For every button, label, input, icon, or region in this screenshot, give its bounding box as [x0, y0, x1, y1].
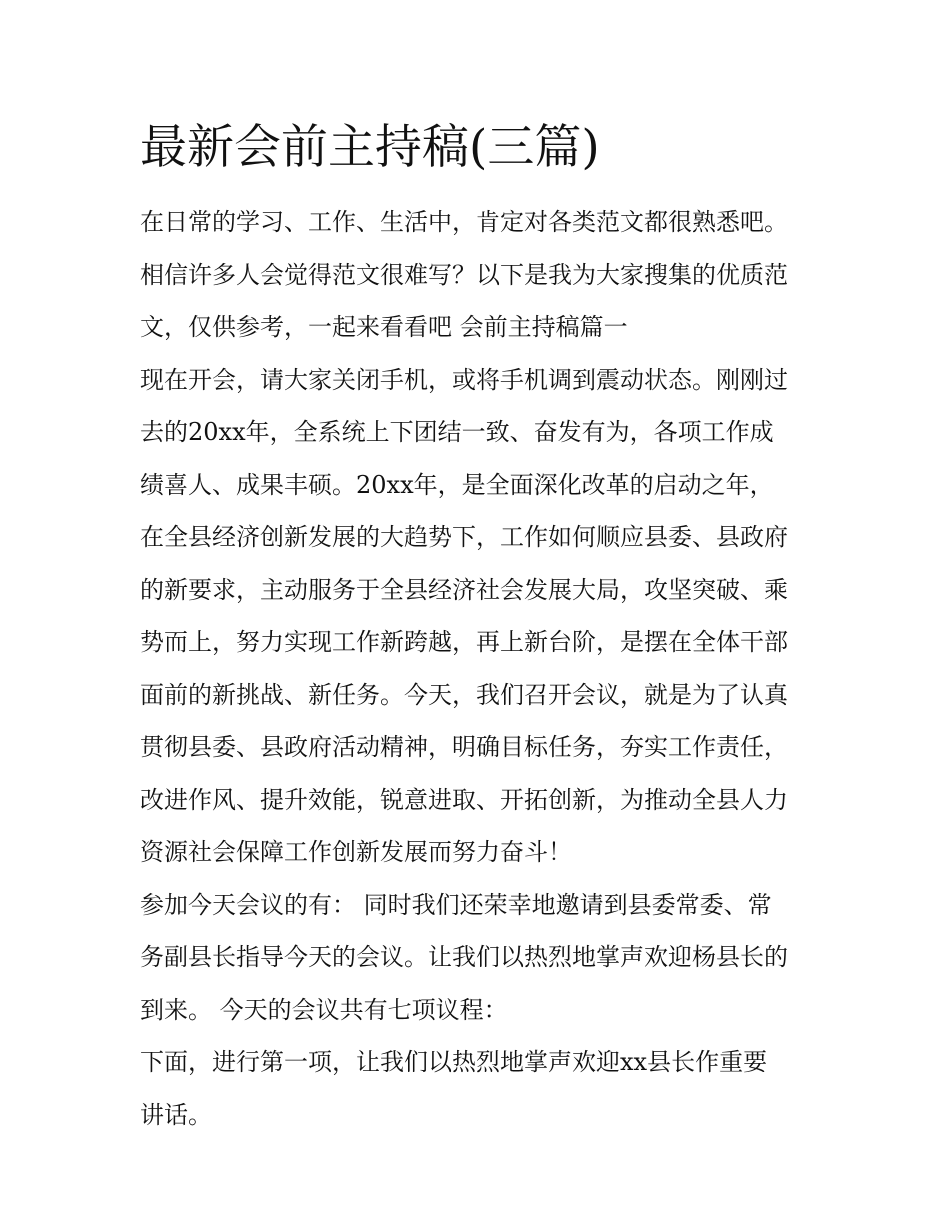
body-line: 相信许多人会觉得范文很难写？以下是我为大家搜集的优质范: [140, 260, 788, 289]
body-line: 的新要求，主动服务于全县经济社会发展大局，攻坚突破、乘: [140, 575, 788, 604]
document-body: [140, 196, 812, 1141]
body-line: 到来。 今天的会议共有七项议程：: [140, 995, 508, 1024]
body-line: 绩喜人、成果丰硕。20xx年，是全面深化改革的启动之年，: [140, 470, 774, 499]
body-line: 贯彻县委、县政府活动精神，明确目标任务，夯实工作责任，: [140, 733, 788, 761]
body-line: 文，仅供参考，一起来看看吧 会前主持稿篇一: [140, 313, 628, 341]
body-line: 面前的新挑战、新任务。今天，我们召开会议，就是为了认真: [140, 680, 788, 709]
body-line: 资源社会保障工作创新发展而努力奋斗！: [140, 838, 572, 866]
body-line: 务副县长指导今天的会议。让我们以热烈地掌声欢迎杨县长的: [140, 943, 788, 971]
body-line: 改进作风、提升效能，锐意进取、开拓创新，为推动全县人力: [140, 785, 788, 814]
body-line: 参加今天会议的有： 同时我们还荣幸地邀请到县委常委、常: [140, 890, 772, 919]
body-line: 在全县经济创新发展的大趋势下，工作如何顺应县委、县政府: [140, 523, 788, 551]
document-title: 最新会前主持稿(三篇): [140, 120, 600, 175]
body-line: 现在开会，请大家关闭手机，或将手机调到震动状态。刚刚过: [140, 365, 788, 394]
body-line: 势而上，努力实现工作新跨越，再上新台阶，是摆在全体干部: [140, 628, 788, 656]
body-line: 下面，进行第一项，让我们以热烈地掌声欢迎xx县长作重要: [140, 1048, 768, 1076]
body-line: 去的20xx年，全系统上下团结一致、奋发有为，各项工作成: [140, 418, 774, 446]
body-line: 在日常的学习、工作、生活中，肯定对各类范文都很熟悉吧。: [140, 208, 788, 236]
body-line: 讲话。: [140, 1100, 212, 1129]
